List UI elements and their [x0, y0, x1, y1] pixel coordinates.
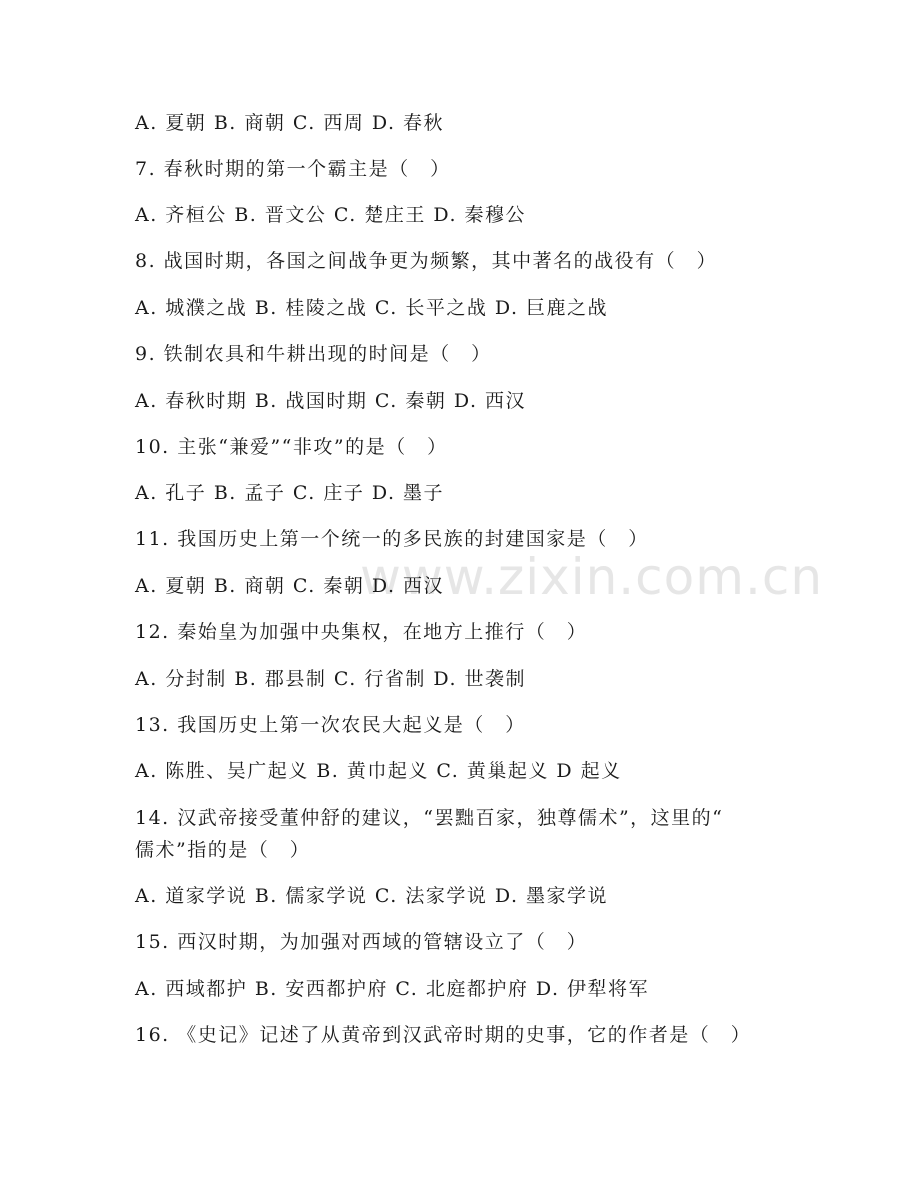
question-10: 10. 主张“兼爱”“非攻”的是（ ）	[135, 436, 448, 458]
question-11: 11. 我国历史上第一个统一的多民族的封建国家是（ ）	[135, 528, 649, 550]
options-q12: A. 分封制 B. 郡县制 C. 行省制 D. 世袭制	[135, 668, 527, 690]
question-8: 8. 战国时期，各国之间战争更为频繁，其中著名的战役有（ ）	[135, 250, 718, 272]
question-9: 9. 铁制农具和牛耕出现的时间是（ ）	[135, 343, 492, 365]
options-q7: A. 齐桓公 B. 晋文公 C. 楚庄王 D. 秦穆公	[135, 204, 527, 226]
options-q15: A. 西域都护 B. 安西都护府 C. 北庭都护府 D. 伊犁将军	[135, 978, 650, 1000]
watermark: www.zixin.com.cn	[360, 548, 824, 606]
options-q13: A. 陈胜、吴广起义 B. 黄巾起义 C. 黄巢起义 D 起义	[135, 760, 622, 782]
question-14-continued: 儒术”指的是（ ）	[135, 839, 311, 861]
question-13: 13. 我国历史上第一次农民大起义是（ ）	[135, 714, 526, 736]
question-15: 15. 西汉时期，为加强对西域的管辖设立了（ ）	[135, 931, 588, 953]
options-q8: A. 城濮之战 B. 桂陵之战 C. 长平之战 D. 巨鹿之战	[135, 297, 609, 319]
question-16: 16. 《史记》记述了从黄帝到汉武帝时期的史事，它的作者是（ ）	[135, 1024, 752, 1046]
options-q11: A. 夏朝 B. 商朝 C. 秦朝 D. 西汉	[135, 575, 445, 597]
question-14: 14. 汉武帝接受董仲舒的建议，“罢黜百家，独尊儒术”，这里的“	[135, 807, 724, 829]
question-7: 7. 春秋时期的第一个霸主是（ ）	[135, 158, 451, 180]
options-q14: A. 道家学说 B. 儒家学说 C. 法家学说 D. 墨家学说	[135, 885, 609, 907]
options-q9: A. 春秋时期 B. 战国时期 C. 秦朝 D. 西汉	[135, 390, 527, 412]
options-q10: A. 孔子 B. 孟子 C. 庄子 D. 墨子	[135, 482, 445, 504]
question-12: 12. 秦始皇为加强中央集权，在地方上推行（ ）	[135, 621, 588, 643]
options-q6: A. 夏朝 B. 商朝 C. 西周 D. 春秋	[135, 112, 445, 134]
